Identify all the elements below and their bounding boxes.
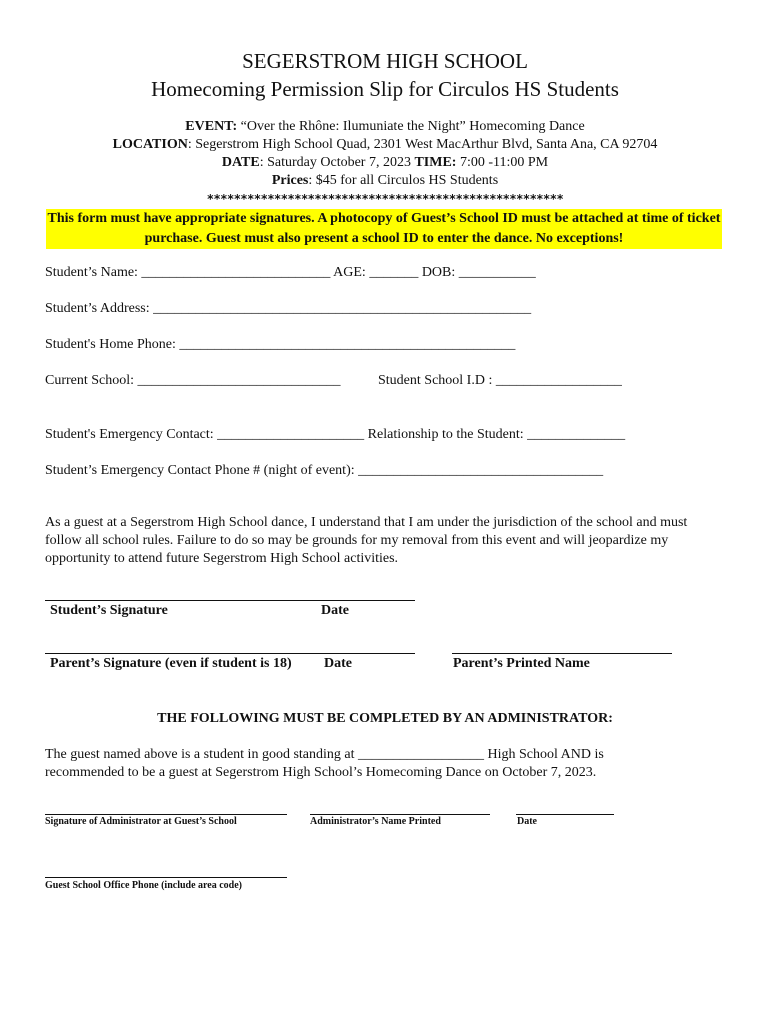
- admin-signature-label: Signature of Administrator at Guest’s School: [45, 816, 237, 827]
- admin-signature-line[interactable]: [45, 814, 287, 815]
- notice-banner: This form must have appropriate signatures. A photocopy of Guest’s School ID must be attached at time of ticket purchase. Guest must also present a school ID to enter the dance. No exceptions!: [46, 209, 722, 249]
- admin-date-line[interactable]: [516, 814, 614, 815]
- emergency-contact-field[interactable]: Student's Emergency Contact: _____________________ Relationship to the Student: ______________: [45, 427, 626, 442]
- office-phone-line[interactable]: [45, 877, 287, 878]
- prices-label: Prices: [271, 173, 309, 188]
- student-signature-label: Student’s Signature: [50, 603, 168, 618]
- parent-printed-name-label: Parent’s Printed Name: [453, 656, 590, 671]
- school-id-field[interactable]: Student School I.D : __________________: [378, 373, 622, 388]
- agreement-text: As a guest at a Segerstrom High School dance, I understand that I am under the jurisdiction of the school and must follow all school rules. Failure to do so may be grounds for my removal from this event and will jeopardize my opportunity to attend future Segerstrom High School activities.: [45, 515, 688, 566]
- home-phone-field[interactable]: Student's Home Phone: ________________________________________________: [45, 337, 516, 352]
- emergency-phone-field[interactable]: Student’s Emergency Contact Phone # (night of event): ___________________________________: [45, 463, 604, 478]
- time-label: TIME:: [414, 155, 457, 170]
- parent-date-label: Date: [324, 656, 352, 671]
- star-divider: *****************************************************: [206, 192, 564, 206]
- current-school-field[interactable]: Current School: _____________________________: [45, 373, 341, 388]
- student-address-field[interactable]: Student’s Address: ______________________________________________________: [45, 301, 532, 316]
- location-label: LOCATION: [112, 137, 188, 152]
- school-name: SEGERSTROM HIGH SCHOOL: [242, 49, 528, 73]
- prices-line: [0, 172, 770, 190]
- event-line: [0, 118, 770, 136]
- page-title: Homecoming Permission Slip for Circulos HS Students: [151, 77, 619, 101]
- parent-signature-label: Parent’s Signature (even if student is 18): [50, 656, 292, 671]
- time-value: 7:00 -11:00 PM: [456, 155, 549, 170]
- date-value: : Saturday October 7, 2023: [259, 155, 415, 170]
- admin-statement: The guest named above is a student in good standing at __________________ High School AND is recommended to be a guest at Segerstrom High School’s Homecoming Dance on October 7, 2023.: [45, 747, 604, 780]
- prices-value: : $45 for all Circulos HS Students: [308, 173, 499, 188]
- admin-date-label: Date: [517, 816, 537, 827]
- admin-name-line[interactable]: [310, 814, 490, 815]
- student-name-field[interactable]: Student’s Name: ___________________________ AGE: _______ DOB: ___________: [45, 265, 536, 280]
- student-signature-line[interactable]: [45, 600, 415, 601]
- parent-printed-name-line[interactable]: [452, 653, 672, 654]
- event-label: EVENT:: [185, 119, 238, 134]
- parent-signature-line[interactable]: [45, 653, 415, 654]
- date-label: DATE: [221, 155, 260, 170]
- admin-heading: THE FOLLOWING MUST BE COMPLETED BY AN ADMINISTRATOR:: [157, 711, 613, 726]
- admin-name-label: Administrator’s Name Printed: [310, 816, 441, 827]
- date-line: [0, 154, 770, 172]
- event-value: “Over the Rhône: Ilumuniate the Night” Homecoming Dance: [240, 119, 585, 134]
- student-date-label: Date: [321, 603, 349, 618]
- location-value: : Segerstrom High School Quad, 2301 West MacArthur Blvd, Santa Ana, CA 92704: [187, 137, 658, 152]
- office-phone-label: Guest School Office Phone (include area code): [45, 880, 243, 891]
- location-line: [0, 136, 770, 154]
